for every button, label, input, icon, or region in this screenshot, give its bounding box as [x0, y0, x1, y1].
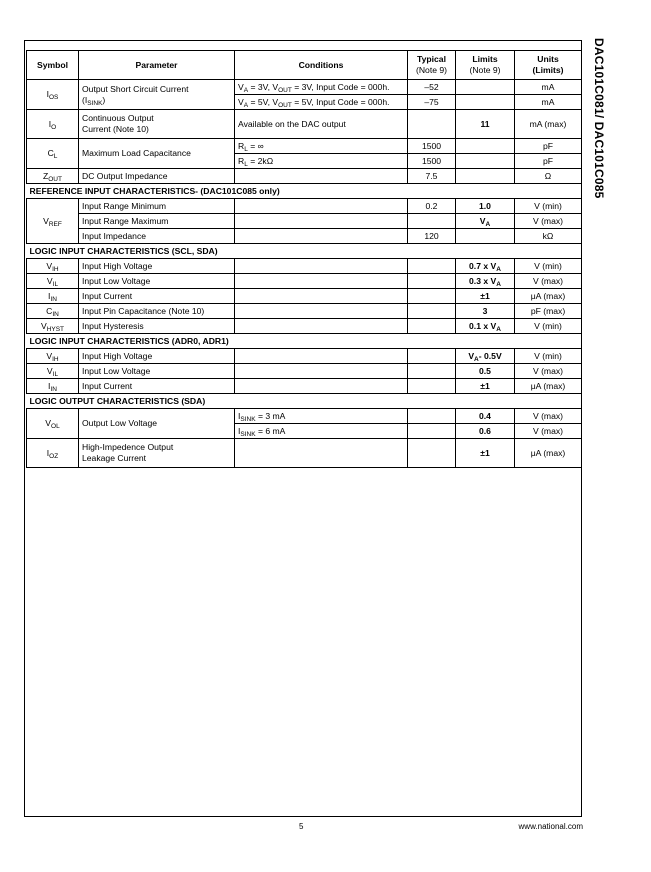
cond-ios-1: [235, 80, 408, 95]
param-cl: Maximum Load Capacitance: [79, 139, 235, 169]
symbol-text: V: [46, 365, 53, 376]
cond-cin: [235, 304, 408, 319]
param-io: [79, 110, 235, 139]
symbol-text: C: [46, 305, 53, 316]
typ-ios-2: –75: [408, 95, 456, 110]
symbol-subscript: IN: [50, 385, 57, 393]
side-title-text: DAC101C081/ DAC101C085: [592, 38, 606, 199]
cond-text: = 2kΩ: [247, 155, 274, 166]
symbol-cl: [27, 139, 79, 169]
param-subscript: SINK: [87, 99, 103, 107]
cond-text: I: [238, 410, 241, 421]
limit-subscript: A: [474, 355, 479, 363]
cond-text: = 5V, V: [248, 96, 279, 107]
symbol-text: V: [40, 320, 47, 331]
typ-vol-1: [408, 409, 456, 424]
typ-cl-1: 1500: [408, 139, 456, 154]
section-title-logic-output: LOGIC OUTPUT CHARACTERISTICS (SDA): [27, 394, 582, 409]
limit-zout: [456, 169, 515, 184]
table-row: [27, 169, 582, 184]
table-row: [27, 229, 582, 244]
typ-vih: [408, 259, 456, 274]
cond-text: = 3 mA: [255, 410, 286, 421]
typ-ioz: [408, 439, 456, 468]
limit-text: V: [468, 350, 475, 361]
limit-adr-vih: [456, 349, 515, 364]
symbol-subscript: IN: [50, 295, 57, 303]
cond-subscript: A: [243, 101, 249, 109]
limit-text: 0.3 x V: [469, 275, 497, 286]
section-row: [27, 334, 582, 349]
symbol-vhyst: [27, 319, 79, 334]
cond-ioz: [235, 439, 408, 468]
typ-adr-vil: [408, 364, 456, 379]
symbol-text: I: [48, 380, 51, 391]
limit-adr-vil: 0.5: [456, 364, 515, 379]
cond-subscript: L: [244, 145, 248, 153]
section-row: [27, 244, 582, 259]
param-cin: Input Pin Capacitance (Note 10): [79, 304, 235, 319]
table-row: [27, 289, 582, 304]
limit-cl-1: [456, 139, 515, 154]
limit-subscript: A: [485, 220, 491, 228]
cond-text: = 5V, Input Code = 000h.: [291, 96, 390, 107]
cond-vol-2: [235, 424, 408, 439]
section-row: [27, 394, 582, 409]
table-row: [27, 274, 582, 289]
cond-vih: [235, 259, 408, 274]
website-link[interactable]: www.national.com: [518, 822, 583, 831]
param-iin: Input Current: [79, 289, 235, 304]
param-vref-max: Input Range Maximum: [79, 214, 235, 229]
symbol-subscript: OL: [51, 423, 60, 430]
symbol-subscript: IL: [52, 370, 59, 378]
header-units-sub: (Limits): [532, 65, 564, 75]
header-conditions: Conditions: [235, 51, 408, 80]
section-title-reference: REFERENCE INPUT CHARACTERISTICS- (DAC101C085 only): [27, 184, 582, 199]
cond-subscript: SINK: [240, 430, 256, 438]
param-ioz: [79, 439, 235, 468]
symbol-text: Z: [43, 170, 49, 181]
cond-adr-iin: [235, 379, 408, 394]
symbol-subscript: L: [53, 153, 58, 160]
cond-vref-max: [235, 214, 408, 229]
typ-vref-min: 0.2: [408, 199, 456, 214]
cond-adr-vih: [235, 349, 408, 364]
limit-adr-iin: ±1: [456, 379, 515, 394]
units-io: mA (max): [515, 110, 582, 139]
symbol-text: I: [46, 447, 50, 458]
symbol-adr-vih: [27, 349, 79, 364]
param-adr-vil: Input Low Voltage: [79, 364, 235, 379]
section-title-logic-input: LOGIC INPUT CHARACTERISTICS (SCL, SDA): [27, 244, 582, 259]
limit-vol-2: 0.6: [456, 424, 515, 439]
param-text: Output Short Circuit Current: [82, 83, 189, 94]
units-ioz: μA (max): [515, 439, 582, 468]
cond-text: V: [238, 81, 244, 92]
cond-adr-vil: [235, 364, 408, 379]
header-units: [515, 51, 582, 80]
typ-vol-2: [408, 424, 456, 439]
header-limits-note: (Note 9): [469, 65, 501, 75]
units-cin: pF (max): [515, 304, 582, 319]
cond-text: R: [238, 155, 245, 166]
param-vil: Input Low Voltage: [79, 274, 235, 289]
param-vref-imp: Input Impedance: [79, 229, 235, 244]
cond-text: I: [238, 425, 241, 436]
header-typical: [408, 51, 456, 80]
cond-text: V: [238, 96, 244, 107]
param-adr-vih: Input High Voltage: [79, 349, 235, 364]
limit-vref-min: 1.0: [456, 199, 515, 214]
symbol-text: I: [48, 118, 52, 129]
limit-iin: ±1: [456, 289, 515, 304]
table-row: [27, 349, 582, 364]
limit-text: V: [479, 215, 486, 226]
table-row: [27, 214, 582, 229]
symbol-subscript: OUT: [48, 175, 62, 183]
typ-vref-max: [408, 214, 456, 229]
symbol-io: [27, 110, 79, 139]
limit-vref-max: [456, 214, 515, 229]
units-cl-2: pF: [515, 154, 582, 169]
param-vhyst: Input Hysteresis: [79, 319, 235, 334]
symbol-vol: [27, 409, 79, 439]
cond-vref-imp: [235, 229, 408, 244]
units-zout: Ω: [515, 169, 582, 184]
header-units-label: Units: [537, 54, 559, 64]
cond-subscript: SINK: [240, 415, 256, 423]
section-row: [27, 184, 582, 199]
cond-subscript: A: [243, 86, 249, 94]
units-vref-min: V (min): [515, 199, 582, 214]
table-row: [27, 259, 582, 274]
units-iin: μA (max): [515, 289, 582, 304]
param-vol: Output Low Voltage: [79, 409, 235, 439]
limit-vil: [456, 274, 515, 289]
symbol-vref: [27, 199, 79, 244]
limit-subscript: A: [496, 265, 501, 273]
cond-vref-min: [235, 199, 408, 214]
symbol-subscript: IH: [52, 265, 59, 273]
symbol-subscript: OS: [48, 94, 59, 101]
typ-zout: 7.5: [408, 169, 456, 184]
param-vih: Input High Voltage: [79, 259, 235, 274]
units-vhyst: V (min): [515, 319, 582, 334]
typ-io: [408, 110, 456, 139]
cond-io: Available on the DAC output: [235, 110, 408, 139]
cond-text: R: [238, 140, 245, 151]
table-header-row: [27, 51, 582, 80]
cond-vhyst: [235, 319, 408, 334]
units-vih: V (min): [515, 259, 582, 274]
header-typical-note: (Note 9): [415, 65, 448, 75]
symbol-adr-vil: [27, 364, 79, 379]
cond-iin: [235, 289, 408, 304]
units-ios-1: mA: [515, 80, 582, 95]
limit-cl-2: [456, 154, 515, 169]
typ-vref-imp: 120: [408, 229, 456, 244]
limit-text: 0.7 x V: [469, 260, 497, 271]
symbol-text: I: [48, 290, 51, 301]
symbol-cin: [27, 304, 79, 319]
param-zout: DC Output Impedance: [79, 169, 235, 184]
symbol-iin: [27, 289, 79, 304]
symbol-text: V: [43, 215, 49, 226]
cond-zout: [235, 169, 408, 184]
symbol-subscript: REF: [48, 220, 62, 228]
symbol-subscript: IN: [52, 310, 59, 318]
limit-subscript: A: [496, 280, 501, 288]
limit-ios-1: [456, 80, 515, 95]
side-title: [588, 38, 606, 268]
units-vref-max: V (max): [515, 214, 582, 229]
limit-io: 11: [456, 110, 515, 139]
limit-text: 0.1 x V: [469, 320, 497, 331]
units-cl-1: pF: [515, 139, 582, 154]
param-text: Continuous Output: [82, 113, 154, 123]
symbol-subscript: O: [51, 123, 57, 131]
cond-ios-2: [235, 95, 408, 110]
table-row: [27, 110, 582, 139]
typ-adr-vih: [408, 349, 456, 364]
page-number: 5: [299, 822, 304, 831]
symbol-text: V: [46, 260, 53, 271]
table-row: [27, 304, 582, 319]
cond-text: = 3V, V: [248, 81, 279, 92]
table-row: [27, 199, 582, 214]
symbol-subscript: HYST: [46, 325, 65, 333]
symbol-text: V: [46, 275, 53, 286]
cond-subscript: OUT: [278, 86, 292, 94]
cond-subscript: L: [244, 160, 248, 168]
cond-cl-1: [235, 139, 408, 154]
limit-ios-2: [456, 95, 515, 110]
electrical-characteristics-table: [26, 50, 582, 468]
typ-cl-2: 1500: [408, 154, 456, 169]
typ-iin: [408, 289, 456, 304]
param-text: High-Impedence Output: [82, 442, 174, 452]
symbol-text: I: [46, 89, 49, 99]
cond-vol-1: [235, 409, 408, 424]
limit-vih: [456, 259, 515, 274]
limit-cin: 3: [456, 304, 515, 319]
limit-ioz: ±1: [456, 439, 515, 468]
param-text: (I: [82, 94, 88, 105]
cond-cl-2: [235, 154, 408, 169]
symbol-adr-iin: [27, 379, 79, 394]
cond-text: = ∞: [247, 140, 264, 151]
typ-vhyst: [408, 319, 456, 334]
units-vol-2: V (max): [515, 424, 582, 439]
units-adr-vil: V (max): [515, 364, 582, 379]
symbol-text: V: [45, 418, 52, 428]
limit-vref-imp: [456, 229, 515, 244]
symbol-vih: [27, 259, 79, 274]
param-text: ): [102, 94, 106, 105]
table-row: [27, 319, 582, 334]
units-ios-2: mA: [515, 95, 582, 110]
limit-vhyst: [456, 319, 515, 334]
units-vil: V (max): [515, 274, 582, 289]
units-adr-iin: μA (max): [515, 379, 582, 394]
units-vref-imp: kΩ: [515, 229, 582, 244]
param-text: Leakage Current: [82, 453, 147, 463]
table-row: [27, 364, 582, 379]
symbol-zout: [27, 169, 79, 184]
typ-ios-1: –52: [408, 80, 456, 95]
section-title-logic-adr: LOGIC INPUT CHARACTERISTICS (ADR0, ADR1): [27, 334, 582, 349]
param-text: Current (Note 10): [82, 124, 149, 134]
symbol-ioz: [27, 439, 79, 468]
header-limits: [456, 51, 515, 80]
typ-adr-iin: [408, 379, 456, 394]
typ-cin: [408, 304, 456, 319]
table-row: [27, 409, 582, 424]
cond-text: = 6 mA: [255, 425, 286, 436]
header-parameter: Parameter: [79, 51, 235, 80]
header-typical-label: Typical: [417, 54, 446, 64]
table-row: [27, 139, 582, 154]
units-adr-vih: V (min): [515, 349, 582, 364]
param-vref-min: Input Range Minimum: [79, 199, 235, 214]
header-symbol: Symbol: [27, 51, 79, 80]
symbol-subscript: IH: [52, 355, 59, 363]
param-adr-iin: Input Current: [79, 379, 235, 394]
symbol-ios: [27, 80, 79, 110]
table-row: [27, 80, 582, 95]
symbol-text: V: [46, 350, 53, 361]
cond-text: = 3V, Input Code = 000h.: [291, 81, 390, 92]
symbol-vil: [27, 274, 79, 289]
limit-subscript: A: [496, 325, 501, 333]
symbol-subscript: IL: [52, 280, 59, 288]
units-vol-1: V (max): [515, 409, 582, 424]
symbol-subscript: OZ: [49, 452, 59, 460]
cond-subscript: OUT: [278, 101, 292, 109]
cond-vil: [235, 274, 408, 289]
table-row: [27, 439, 582, 468]
header-limits-label: Limits: [472, 54, 498, 64]
limit-vol-1: 0.4: [456, 409, 515, 424]
limit-text: - 0.5V: [478, 350, 502, 361]
table-row: [27, 379, 582, 394]
typ-vil: [408, 274, 456, 289]
param-ios: [79, 80, 235, 110]
symbol-text: C: [47, 148, 54, 158]
